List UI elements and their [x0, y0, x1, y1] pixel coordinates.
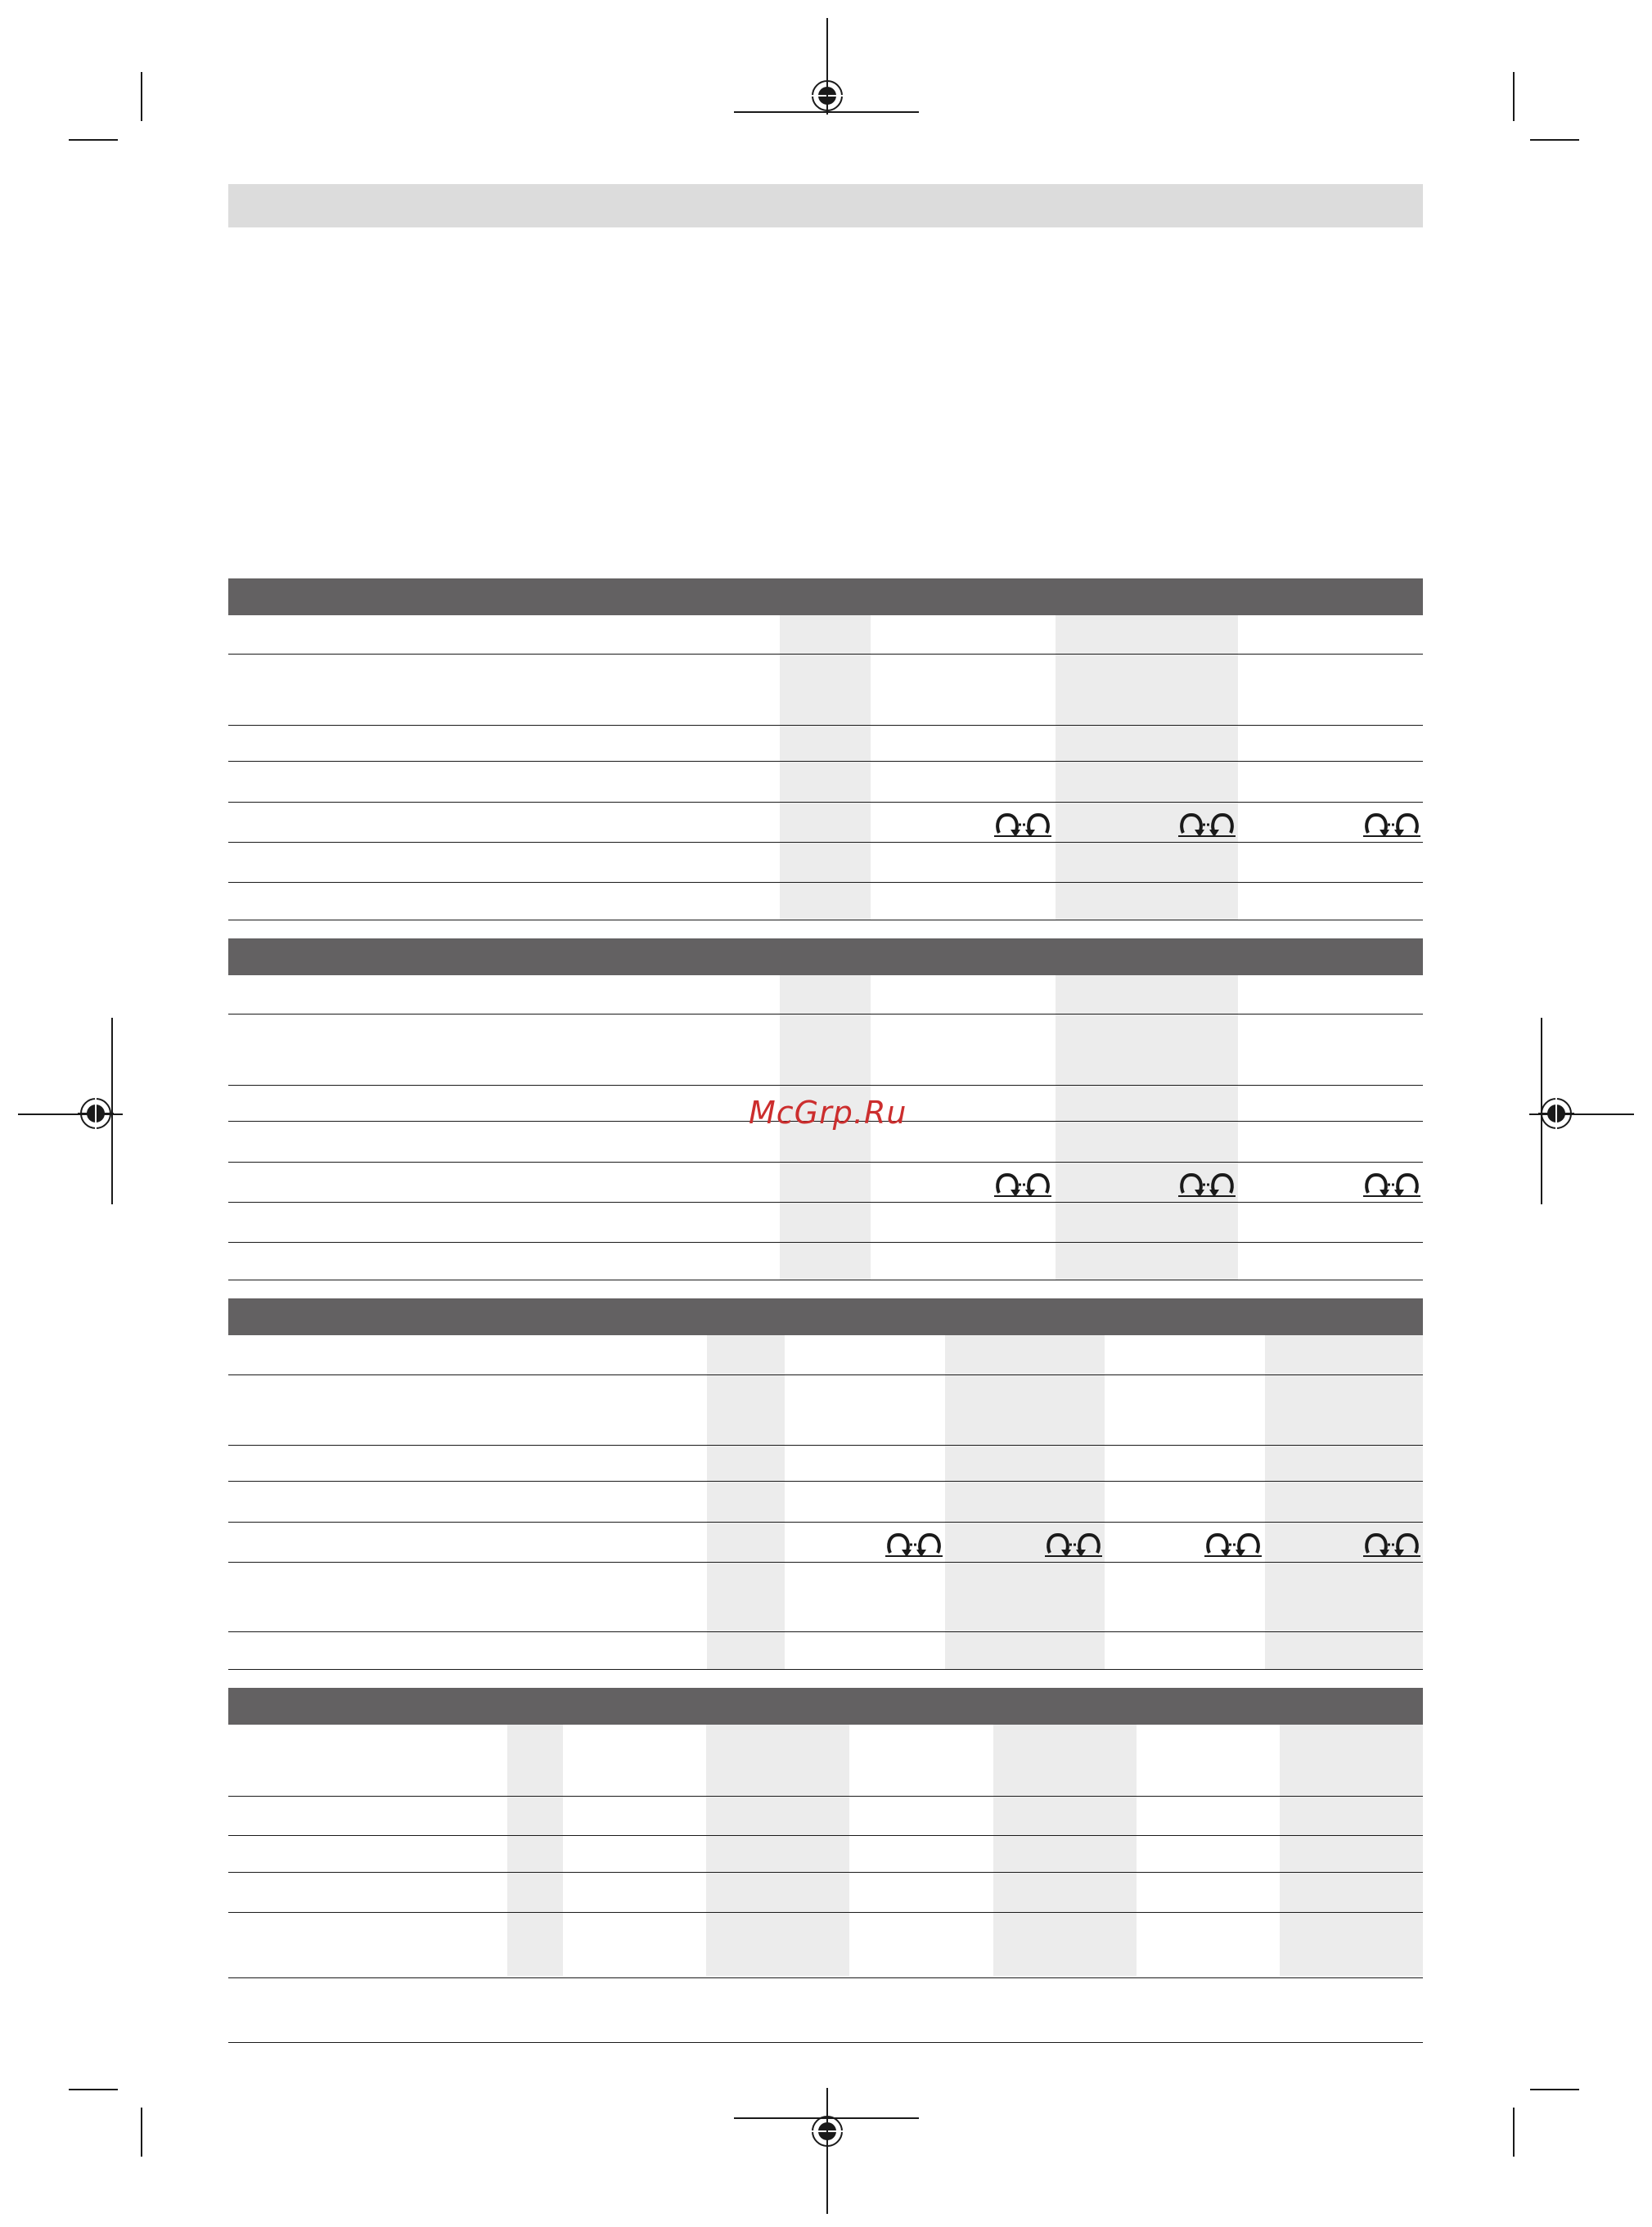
- forward-reverse-rotation-icon: [1363, 810, 1420, 838]
- column-shade: [780, 615, 871, 920]
- forward-reverse-rotation-icon: [1363, 1170, 1420, 1198]
- registration-crosshair-icon: [809, 78, 845, 114]
- forward-reverse-rotation-icon: [1178, 810, 1236, 838]
- page-header-band: [228, 184, 1423, 227]
- column-shade: [1265, 1335, 1423, 1669]
- column-shade: [1056, 975, 1238, 1280]
- registration-crosshair-icon: [809, 2113, 845, 2149]
- column-shade: [1056, 615, 1238, 920]
- forward-reverse-rotation-icon: [1045, 1530, 1102, 1558]
- column-shade: [707, 1335, 785, 1669]
- column-shade: [706, 1725, 849, 1976]
- forward-reverse-rotation-icon: [1363, 1530, 1420, 1558]
- registration-crosshair-icon: [78, 1096, 114, 1131]
- forward-reverse-rotation-icon: [885, 1530, 943, 1558]
- section-header-bar: [228, 578, 1423, 615]
- forward-reverse-rotation-icon: [1178, 1170, 1236, 1198]
- column-shade: [507, 1725, 563, 1976]
- forward-reverse-rotation-icon: [994, 810, 1051, 838]
- column-shade: [1280, 1725, 1423, 1976]
- section-header-bar: [228, 938, 1423, 975]
- column-shade: [993, 1725, 1137, 1976]
- section-header-bar: [228, 1298, 1423, 1335]
- watermark: McGrp.Ru: [749, 1095, 907, 1131]
- registration-crosshair-icon: [1538, 1096, 1574, 1131]
- section-header-bar: [228, 1688, 1423, 1725]
- forward-reverse-rotation-icon: [1204, 1530, 1262, 1558]
- forward-reverse-rotation-icon: [994, 1170, 1051, 1198]
- column-shade: [945, 1335, 1105, 1669]
